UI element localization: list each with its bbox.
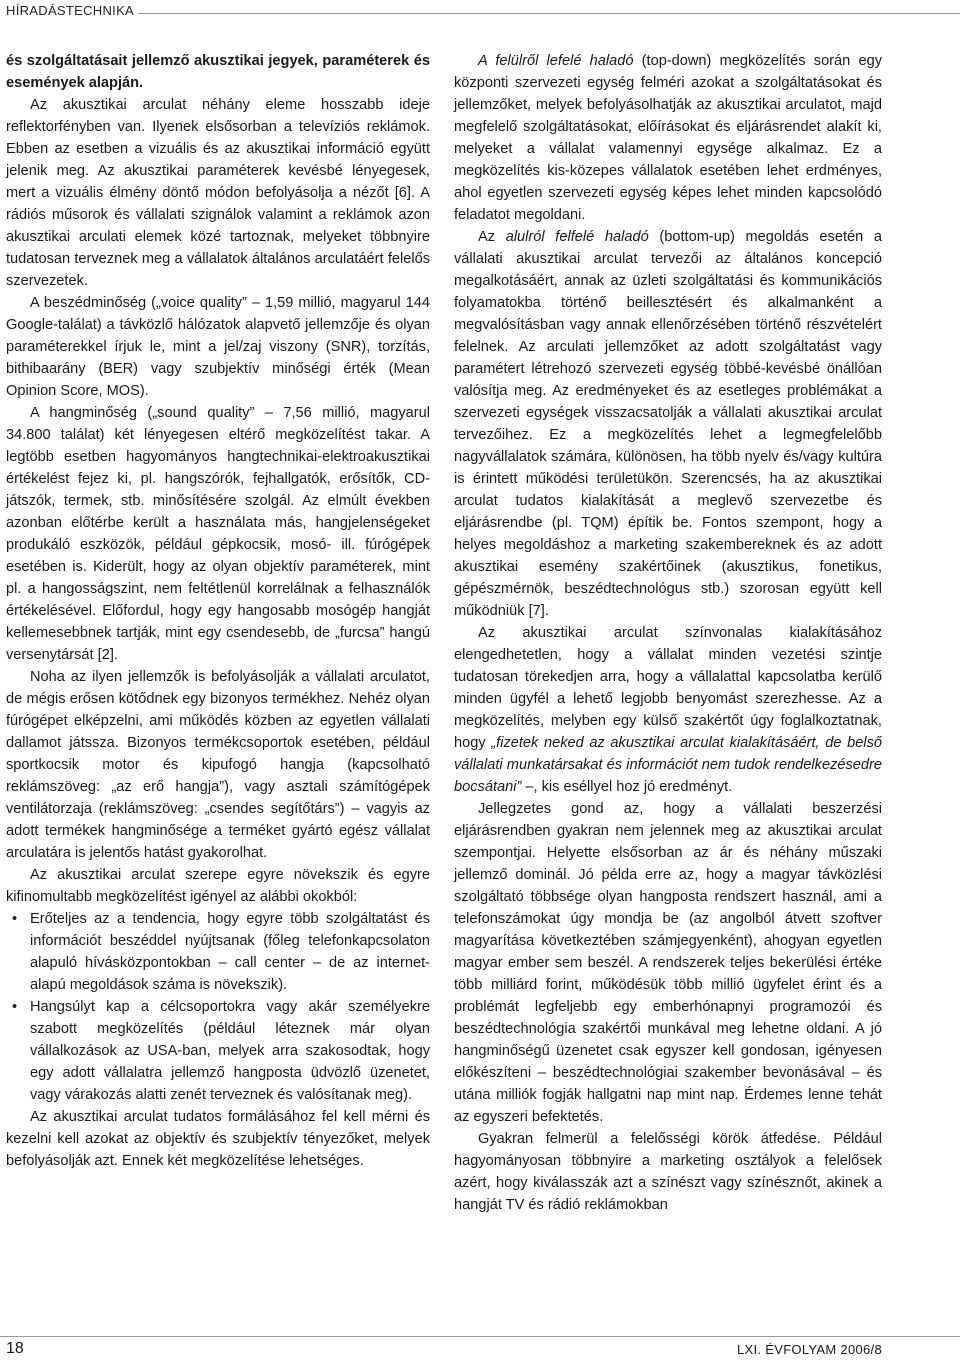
running-header [0,0,960,26]
paragraph: A beszédminőség („voice quality” – 1,59 millió, magyarul 144 Google-találat) a távközlő hálózatok alapvető jellemzője és olyan paraméterekkel írjuk le, mint a jel/zaj viszony (SNR), torzítás, bithibaarány (BER) vagy szubjektív minőségi érték (Mean Opinion Score, MOS). [6,295,430,399]
paragraph-text: (bottom-up) megoldás esetén a vállalati akusztikai arculat tervezői az általános koncepció megalkotásáért, annak az üzleti szolgáltatási és kommunikációs folyamatokba történő beillesztésért és alkalmanként a megvalósításban vagy annak ellenőrzésében történő részvételért felelnek. Az arculati jellemzőket az adott szolgáltatást vagy paramétert létrehozó szervezeti egység többé-kevésbé önállóan valósítja meg. Az eredményeket és az esetleges problémákat a szervezeti egységek visszacsatolják a vállalati akusztikai arculat tervezőihez. Ez a megközelítés lehet a legmegfelelőbb nagyvállalatok számára, különösen, ha több nyelv és/vagy kultúra is érintett működési területükön. Szerencsés, ha az akusztikai arculat tudatos kialakítását a meglevő szervezetbe és eljárásrendbe (pl. TQM) építik be. Fontos szempont, hogy a helyes megoldáshoz a marketing szakembereknek és az adott akusztikai esemény szakértőinek (akusztikus, fonetikus, gépészmérnök, beszédtechnológus stb.) szorosan együtt kell működniük [7]. [454,229,883,619]
paragraph [454,50,882,226]
journal-title: HÍRADÁSTECHNIKA [6,3,135,18]
right-column [454,50,882,1216]
paragraph-text: Az [478,229,506,245]
paragraph: Noha az ilyen jellemzők is befolyásolják a vállalati arculatot, de mégis erősen kötődnek egy bizonyos termékhez. Nehéz olyan fúrógépet elképzelni, ami működés közben az egyetlen vállalati dallamot játssza. Bizonyos termékcsoportok esetében, például sportkocsik motor és kipufogó hangja (kapcsolható reklámszöveg: „az erő hangja”), vagy asztali számítógépek ventilátorzaja (reklámszöveg: „csendes segítőtárs”) – vagyis az adott termékek hangminősége a terméket gyártó egész vállalat arculatára is jelentős hatást gyakorolhat. [6,669,430,861]
paragraph [6,50,430,94]
bullet-item: • Hangsúlyt kap a célcsoportokra vagy akár személyekre szabott megközelítés (például léteznek már olyan vállalkozások az USA-ban, melyek arra szakosodtak, hogy egy adott vállalatra jellemző hangposta üdvözlő üzenetet, vagy várakozás alatti zenét terveznek és valósítanak meg). [6,996,430,1106]
paragraph [454,622,882,798]
italic-term: A felülről lefelé haladó [478,53,634,69]
paragraph-text: –, kis eséllyel hoz jó eredményt. [521,779,733,795]
left-column [6,50,430,1172]
paragraph: Jellegzetes gond az, hogy a vállalati beszerzési eljárásrendben gyakran nem jelennek meg az akusztikai arculat szempontjai. Helyette elsősorban az ár és néhány műszaki jellemző dominál. Jó példa erre az, hogy a magyar távközlési szolgáltató többsége olyan hangposta rendszert használ, ami a telefonszámokat úgy mondja be (az angolból átvett szoftver magyarítása következtében számjegyenként), ahogyan egyetlen magyar ember sem beszél. A rendszerek teljes bekerülési értéke több milliárd forint, működésük több millió ügyfelet érint és a problémát legfeljebb egy emberhónapnyi programozói és beszédtechnológia szakértői munkával meg lehetne oldani. A jó hangminőségű üzenetet csak egyszer kell gondosan, igényesen előkészíteni – beszédtechnológiai szakember bevonásával – és utána milliók fogják hallgatni nap mint nap. Érdemes lenne tehát az egyszeri befektetés. [454,801,882,1125]
paragraph: Gyakran felmerül a felelősségi körök átfedése. Például hagyományosan többnyire a marketing osztályok a felelősek azért, hogy kiválasszák azt a színészt vagy színésznőt, akinek a hangját TV és rádió reklámokban [454,1131,882,1213]
volume-info: LXI. ÉVFOLYAM 2006/8 [737,1342,882,1357]
running-footer [0,1336,960,1364]
paragraph [454,226,882,622]
bullet-item: • Erőteljes az a tendencia, hogy egyre több szolgáltatást és információt beszéddel nyújtsanak (főleg telefonkapcsolaton alapuló hívásközpontokban – call center – de az internet-alapú megoldások száma is növekszik). [6,908,430,996]
paragraph: Az akusztikai arculat szerepe egyre növekszik és egyre kifinomultabb megközelítést igényel az alábbi okokból: [6,867,430,905]
footer-rule [0,1336,960,1337]
paragraph-text: (top-down) megközelítés során egy központi szervezeti egység felméri azokat a szolgáltatásokat és jellemzőket, melyek befolyásolhatják az akusztikai arculatot, majd megfelelő szolgáltatásokat, előírásokat és eljárásrendet alakít ki, melyeket a vállalat valamennyi egysége alkalmaz. Ez a megközelítés kis-közepes vállalatok esetében lehet erdményes, ahol egyetlen szervezeti egység képes lehet minden kapcsolódó feladatot megoldani. [454,53,882,223]
paragraph: Az akusztikai arculat tudatos formálásához fel kell mérni és kezelni kell azokat az objektív és szubjektív tényezőket, melyek befolyásolják azt. Ennek két megközelítése lehetséges. [6,1109,430,1169]
bold-lead: és szolgáltatásait jellemző akusztikai jegyek, paraméterek és események alapján. [6,53,430,91]
italic-term: alulról felfelé haladó [505,229,649,245]
italic-quote: „fizetek neked az akusztikai arculat kialakításáért, de belső vállalati munkatársakat és információt nem tudok rendelkezésedre bocsátani” [454,735,883,795]
paragraph: A hangminőség („sound quality” – 7,56 millió, magyarul 34.800 találat) két lényegesen eltérő megközelítést takar. A legtöbb esetben hagyományos hangtechnikai-elektroakusztikai értékelést fejez ki, pl. hangszórók, fejhallgatók, erősítők, CD-játszók, termek, stb. minősítésére szolgál. Az elmúlt években azonban előtérbe került a használata más, hangjelenségeket produkáló eszközök, például gépkocsik, mosó- ill. fúrógépek esetében is. Kiderült, hogy az olyan objektív paraméterek, mint pl. a hangosságszint, nem feltétlenül korrelálnak a felhasználók értékelésével. Előfordul, hogy egy hangosabb mosógép hangját kellemesebbnek tartják, mint egy csendesebb, de „furcsa” hangú versenytársát [2]. [6,405,430,663]
paragraph: Az akusztikai arculat néhány eleme hosszabb ideje reflektorfényben van. Ilyenek elsősorban a televíziós reklámok. Ebben az esetben a vizuális és az akusztikai információ együtt jelenik meg. Az akusztikai paraméterek kevésbé lényegesek, mert a vizuális élmény döntő módon befolyásolja a nézőt [6]. A rádiós műsorok és vállalati szignálok valamint a reklámok azon akusztikai arculati elemek közé tartoznak, melyeket többnyire tudatosan terveznek meg a vállalatok általános arculatáért felelős szervezetek. [6,97,430,289]
paragraph-text: Az akusztikai arculat színvonalas kialakításához elengedhetetlen, hogy a vállalat minden vezetési szintje tudatosan törekedjen arra, hogy a vállalattal kapcsolatba kerülő minden ügyfél a lehető legjobb benyomást szerezhesse. Az a megközelítés, melyben egy külső szakértőt úgy foglalkoztatnak, hogy [454,625,882,751]
header-rule [138,13,960,14]
page-number: 18 [6,1340,24,1357]
bullet-list [6,908,430,1106]
